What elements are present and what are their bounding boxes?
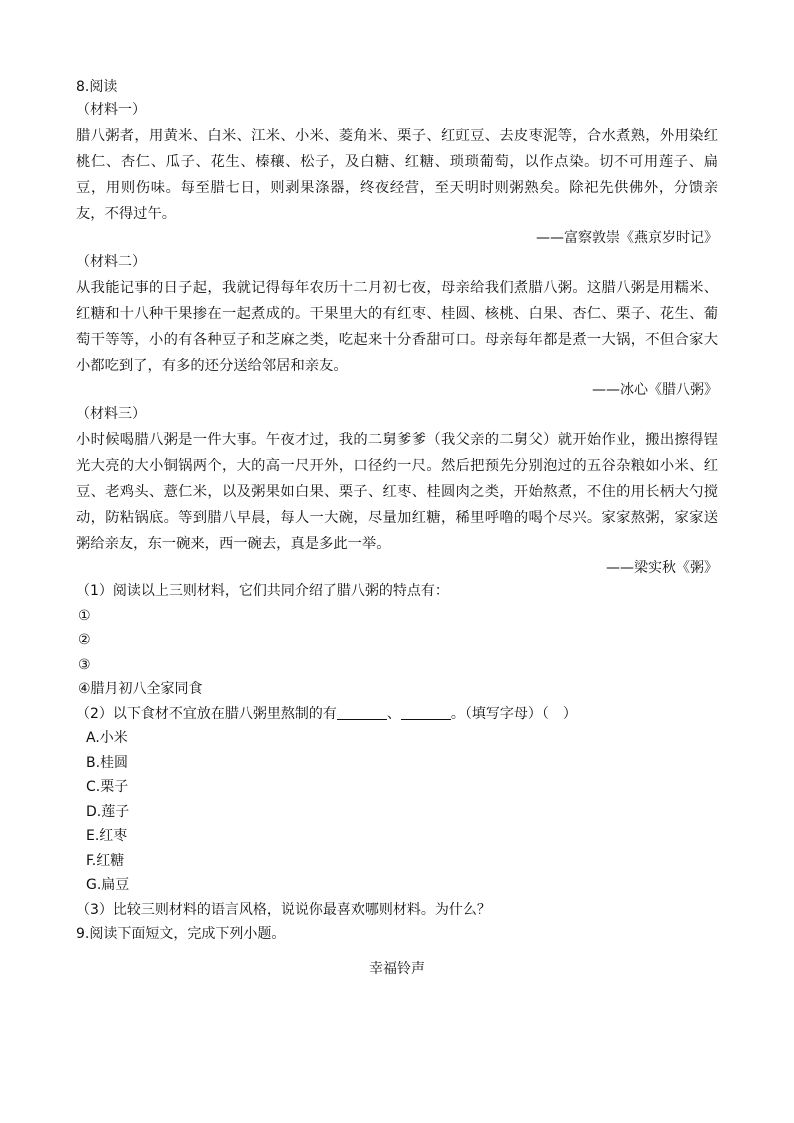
answer-item-2: ② — [78, 632, 91, 648]
option-g: G.扁豆 — [86, 877, 130, 893]
subquestion-3-prompt: （3）比较三则材料的语言风格，说说你最喜欢哪则材料。为什么？ — [76, 901, 491, 918]
material-2-label: （材料二） — [76, 254, 146, 270]
material-2-text: 从我能记事的日子起，我就记得每年农历十二月初七夜，母亲给我们煮腊八粥。这腊八粥是用糯米、红糖和十八种干果掺在一起煮成的。干果里大的有红枣、桂圆、核桃、白果、杏仁、栗子、花生、葡萄干等等，小的有各种豆子和芝麻之类，吃起来十分香甜可口。母亲每年都是煮一大锅，不但合家大小都吃到了，有多的还分送给邻居和亲友。 — [76, 280, 718, 374]
answer-blank-1[interactable] — [337, 705, 387, 720]
material-1-text: 腊八粥者，用黄米、白米、江米、小米、菱角米、栗子、红豇豆、去皮枣泥等，合水煮熟，外用染红桃仁、杏仁、瓜子、花生、榛穰、松子，及白糖、红糖、琐琐葡萄，以作点染。切不可用莲子、扁豆，用则伤味。每至腊七日，则剥果涤器，终夜经营，至天明时则粥熟矣。除祀先供佛外，分馈亲友，不得过午。 — [76, 128, 718, 222]
option-d: D.莲子 — [86, 803, 130, 820]
blank-separator: 、 — [386, 705, 401, 722]
material-3-source: ——梁实秋《粥》 — [606, 560, 718, 576]
question-content — [76, 78, 718, 981]
option-e: E.红枣 — [86, 828, 128, 844]
answer-item-1: ① — [78, 607, 91, 624]
subquestion-2-prompt-after: 。（填写字母）（ ） — [450, 705, 577, 722]
subquestion-2-prompt — [76, 702, 718, 727]
answer-item-4: ④腊月初八全家同食 — [78, 681, 203, 697]
option-a: A.小米 — [86, 730, 128, 746]
material-1-source: ——富察敦崇《燕京岁时记》 — [536, 230, 718, 246]
answer-item-3: ③ — [78, 656, 91, 673]
material-3-text: 小时候喝腊八粥是一件大事。午夜才过，我的二舅爹爹（我父亲的二舅父）就开始作业，搬出擦得锃光大亮的大小铜锅两个，大的高一尺开外，口径约一尺。然后把预先分别泡过的五谷杂粮如小米、红豆、老鸡头、薏仁米，以及粥果如白果、栗子、红枣、桂圆肉之类，开始熬煮，不住的用长柄大勺搅动，防粘锅底。等到腊八早晨，每人一大碗，尽量加红糖，稀里呼噜的喝个尽兴。家家熬粥，家家送粥给亲友，东一碗来，西一碗去，真是多此一举。 — [76, 432, 718, 552]
option-c: C.栗子 — [86, 779, 129, 795]
option-f: F.红糖 — [86, 852, 125, 869]
question-9-heading: 9.阅读下面短文，完成下列小题。 — [76, 926, 286, 942]
option-b: B.桂圆 — [86, 754, 129, 771]
subquestion-2-prompt-before: （2）以下食材不宜放在腊八粥里熬制的有 — [76, 705, 337, 722]
passage-title: 幸福铃声 — [369, 960, 425, 977]
material-3-label: （材料三） — [76, 406, 146, 422]
material-2-source: ——冰心《腊八粥》 — [592, 382, 718, 398]
question-8-heading: 8.阅读 — [76, 79, 118, 95]
material-1-label: （材料一） — [76, 102, 146, 118]
subquestion-1-prompt: （1）阅读以上三则材料，它们共同介绍了腊八粥的特点有： — [76, 583, 449, 599]
answer-blank-2[interactable] — [401, 705, 451, 720]
